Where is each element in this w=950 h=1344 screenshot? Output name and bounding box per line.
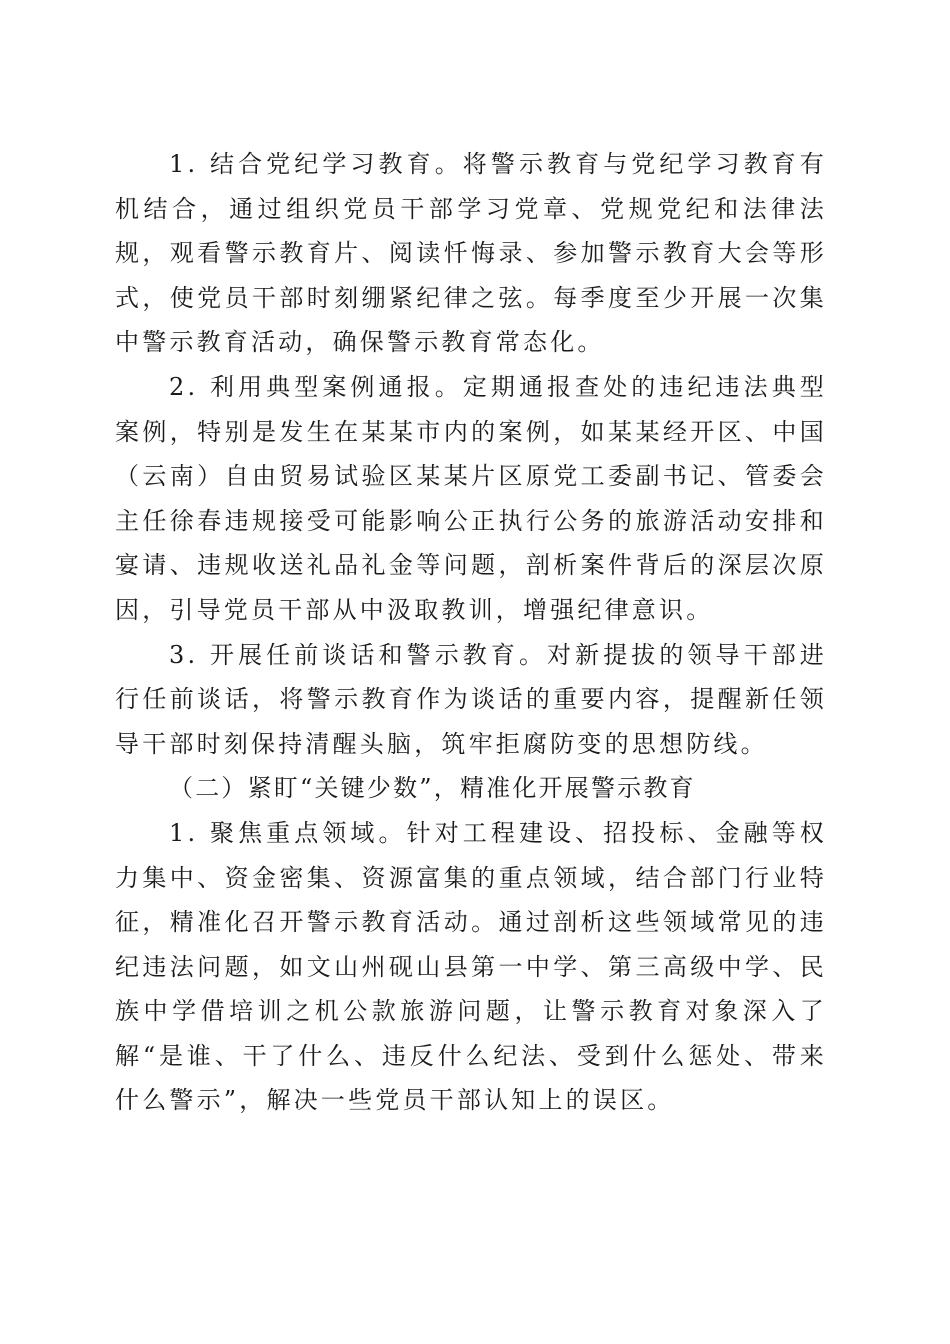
paragraph-key-areas: 1. 聚焦重点领域。针对工程建设、招投标、金融等权力集中、资金密集、资源富集的重点领域，结合部门行业特征，精准化召开警示教育活动。通过剖析这些领域常见的违纪违法问题，如文山州砚山县第一中学、第三高级中学、民族中学借培训之机公款旅游问题，让警示教育对象深入了解“是谁、干了什么、违反什么纪法、受到什么惩处、带来什么警示”，解决一些党员干部认知上的误区。: [115, 818, 827, 1115]
paragraph-typical-case-report: 2. 利用典型案例通报。定期通报查处的违纪违法典型案例，特别是发生在某某市内的案例，如某某经开区、中国（云南）自由贸易试验区某某片区原党工委副书记、管委会主任徐春违规接受可能影响公正执行公务的旅游活动安排和宴请、违规收送礼品礼金等问题，剖析案件背后的深层次原因，引导党员干部从中汲取教训，增强纪律意识。: [115, 372, 827, 624]
document-body: [115, 142, 827, 1123]
paragraph-pre-appointment-talk: 3. 开展任前谈话和警示教育。对新提拔的领导干部进行任前谈话，将警示教育作为谈话的重要内容，提醒新任领导干部时刻保持清醒头脑，筑牢拒腐防变的思想防线。: [115, 640, 827, 758]
paragraph-party-discipline-education: 1. 结合党纪学习教育。将警示教育与党纪学习教育有机结合，通过组织党员干部学习党章、党规党纪和法律法规，观看警示教育片、阅读忏悔录、参加警示教育大会等形式，使党员干部时刻绷紧纪律之弦。每季度至少开展一次集中警示教育活动，确保警示教育常态化。: [115, 150, 827, 357]
section-heading: （二）紧盯“关键少数”，精准化开展警示教育: [169, 774, 696, 803]
